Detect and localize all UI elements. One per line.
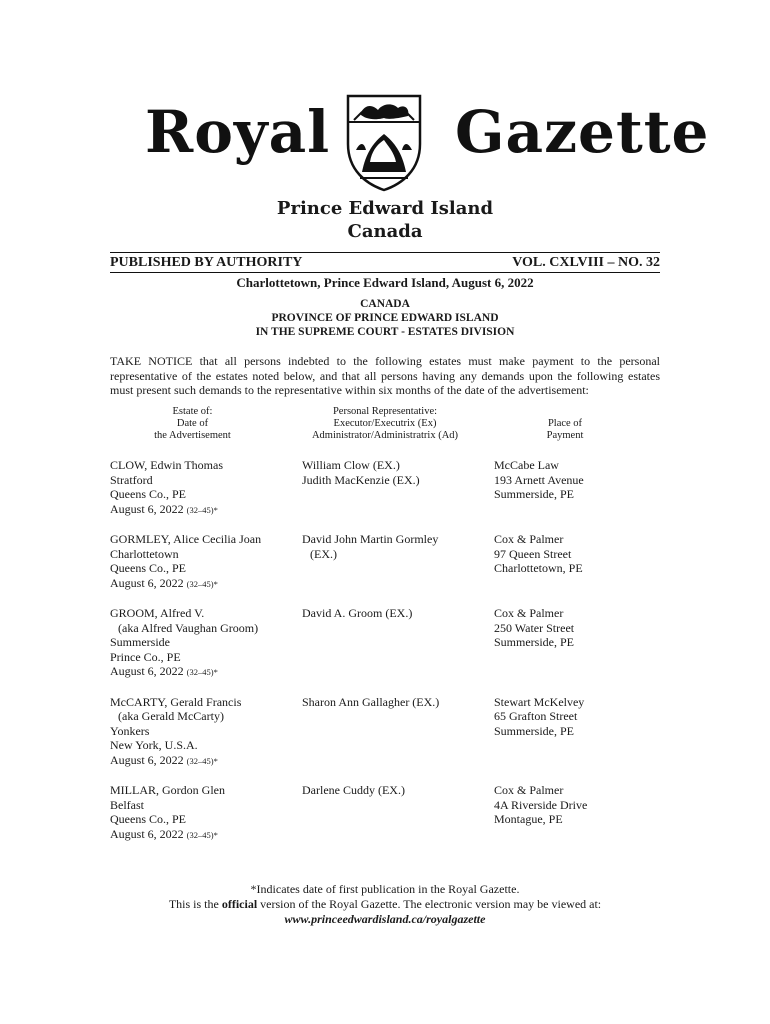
representative-line: David John Martin Gormley — [302, 532, 439, 546]
payment-street: 250 Water Street — [494, 620, 575, 635]
estate-cell — [110, 606, 302, 680]
estate-date-line — [110, 753, 302, 769]
payment-firm: Stewart McKelvey — [494, 694, 585, 709]
estate-name: GORMLEY, Alice Cecilia Joan — [110, 532, 262, 546]
payment-city: Summerside, PE — [494, 635, 574, 649]
estate-location: Charlottetown — [110, 546, 179, 561]
estate-cell — [110, 695, 302, 769]
estate-row — [110, 783, 670, 842]
representative-line: Darlene Cuddy (EX.) — [302, 783, 405, 797]
column-header-representative-line: Administrator/Administratrix (Ad) — [311, 430, 459, 441]
estate-date: August 6, 2022 — [110, 826, 184, 841]
dateline: Charlottetown, Prince Edward Island, August 6, 2022 — [236, 275, 534, 290]
estate-code: (32–45)* — [186, 578, 218, 589]
payment-cell — [494, 458, 664, 502]
estate-county: New York, U.S.A. — [110, 738, 198, 752]
estate-date: August 6, 2022 — [110, 752, 184, 767]
estate-code: (32–45)* — [186, 667, 218, 677]
estate-location: Yonkers — [110, 723, 150, 738]
payment-street: 4A Riverside Drive — [494, 797, 588, 812]
column-header-payment-line: Place of — [547, 418, 583, 429]
notice-paragraph: TAKE NOTICE that all persons indebted to the following estates must make payment to the personal representative of the estates noted below, and that all persons having any demands upon the following estates must present such demands to the representative within six months of the date of the advertisement: — [110, 354, 660, 397]
estate-cell — [110, 532, 302, 591]
estate-date-line — [110, 502, 302, 518]
masthead-title-left: Royal — [145, 98, 331, 166]
heading-line-3: IN THE SUPREME COURT - ESTATES DIVISION — [255, 326, 515, 338]
estate-location: Belfast — [110, 797, 144, 812]
payment-city: Summerside, PE — [494, 723, 574, 738]
representative-line: (EX.) — [310, 546, 337, 561]
masthead — [0, 92, 770, 192]
representative-line: Sharon Ann Gallagher (EX.) — [302, 694, 440, 709]
payment-city: Montague, PE — [494, 812, 563, 826]
representative-cell — [302, 695, 494, 710]
estate-cell — [110, 783, 302, 842]
gazette-url-link[interactable]: www.princeedwardisland.ca/royalgazette — [284, 912, 486, 926]
estate-code: (32–45)* — [186, 829, 218, 840]
payment-cell — [494, 606, 664, 650]
estate-location: Summerside — [110, 635, 170, 649]
estate-cell — [110, 458, 302, 517]
estate-date: August 6, 2022 — [110, 664, 184, 678]
representative-cell — [302, 532, 494, 561]
column-header-estate-line: the Advertisement — [154, 430, 231, 441]
column-header-representative-line: Executor/Executrix (Ex) — [333, 418, 437, 429]
estate-aka: (aka Gerald McCarty) — [118, 709, 224, 723]
column-header-representative — [285, 406, 485, 442]
payment-city: Summerside, PE — [494, 487, 574, 501]
estate-row — [110, 532, 670, 591]
top-rule — [110, 252, 660, 253]
payment-firm: Cox & Palmer — [494, 532, 564, 546]
official-note-bold: official — [221, 897, 258, 911]
masthead-subtitle-province: Prince Edward Island — [276, 198, 494, 219]
estate-date-line — [110, 576, 302, 592]
estate-name: MILLAR, Gordon Glen — [110, 783, 225, 797]
payment-firm: McCabe Law — [494, 458, 559, 472]
estate-name: McCARTY, Gerald Francis — [110, 694, 242, 709]
estate-date: August 6, 2022 — [110, 575, 184, 590]
payment-city: Charlottetown, PE — [494, 561, 583, 575]
estate-code: (32–45)* — [186, 504, 218, 515]
column-header-payment-line: Payment — [546, 430, 584, 441]
estate-row — [110, 606, 670, 680]
estate-date: August 6, 2022 — [110, 501, 184, 516]
payment-cell — [494, 695, 664, 739]
notice-heading — [0, 297, 770, 339]
representative-line: David A. Groom (EX.) — [302, 606, 413, 620]
official-note-pre: This is the — [168, 897, 219, 911]
payment-cell — [494, 783, 664, 827]
estate-county: Queens Co., PE — [110, 561, 186, 575]
coat-of-arms-icon — [342, 92, 426, 192]
estate-code: (32–45)* — [186, 755, 218, 766]
footnote: *Indicates date of first publication in the Royal Gazette. — [250, 882, 520, 896]
estates-list — [110, 458, 670, 857]
column-header-estate — [110, 406, 275, 442]
estate-date-line — [110, 664, 302, 680]
estate-row — [110, 695, 670, 769]
estate-row — [110, 458, 670, 517]
column-header-payment — [490, 418, 640, 442]
payment-firm: Cox & Palmer — [494, 783, 564, 797]
volume-number: VOL. CXLVIII – NO. 32 — [512, 255, 660, 270]
column-header-representative-line: Personal Representative: — [332, 406, 438, 417]
published-by-authority: PUBLISHED BY AUTHORITY — [110, 255, 303, 270]
representative-cell — [302, 458, 494, 487]
official-note-post: version of the Royal Gazette. The electronic version may be viewed at: — [260, 897, 602, 911]
heading-line-1: CANADA — [360, 298, 410, 310]
payment-street: 193 Arnett Avenue — [494, 472, 584, 487]
column-header-estate-line: Date of — [176, 418, 209, 429]
footer — [0, 882, 770, 927]
payment-street: 97 Queen Street — [494, 546, 572, 561]
representative-cell — [302, 606, 494, 621]
representative-line: William Clow (EX.) — [302, 458, 400, 472]
estate-county: Prince Co., PE — [110, 649, 181, 664]
column-header-estate-line: Estate of: — [172, 406, 213, 417]
estate-name: GROOM, Alfred V. — [110, 606, 205, 620]
masthead-subtitle-country: Canada — [347, 221, 423, 242]
official-version-note — [0, 897, 770, 912]
middle-rule — [110, 272, 660, 273]
masthead-title-right: Gazette — [455, 98, 710, 166]
payment-firm: Cox & Palmer — [494, 606, 564, 620]
payment-street: 65 Grafton Street — [494, 709, 578, 723]
estate-aka: (aka Alfred Vaughan Groom) — [118, 620, 259, 635]
estate-county: Queens Co., PE — [110, 487, 186, 501]
estate-date-line — [110, 827, 302, 843]
payment-cell — [494, 532, 664, 576]
heading-line-2: PROVINCE OF PRINCE EDWARD ISLAND — [271, 312, 499, 324]
estate-name: CLOW, Edwin Thomas — [110, 458, 223, 472]
representative-line: Judith MacKenzie (EX.) — [302, 472, 420, 487]
estate-location: Stratford — [110, 472, 153, 487]
representative-cell — [302, 783, 494, 798]
estate-county: Queens Co., PE — [110, 812, 186, 826]
